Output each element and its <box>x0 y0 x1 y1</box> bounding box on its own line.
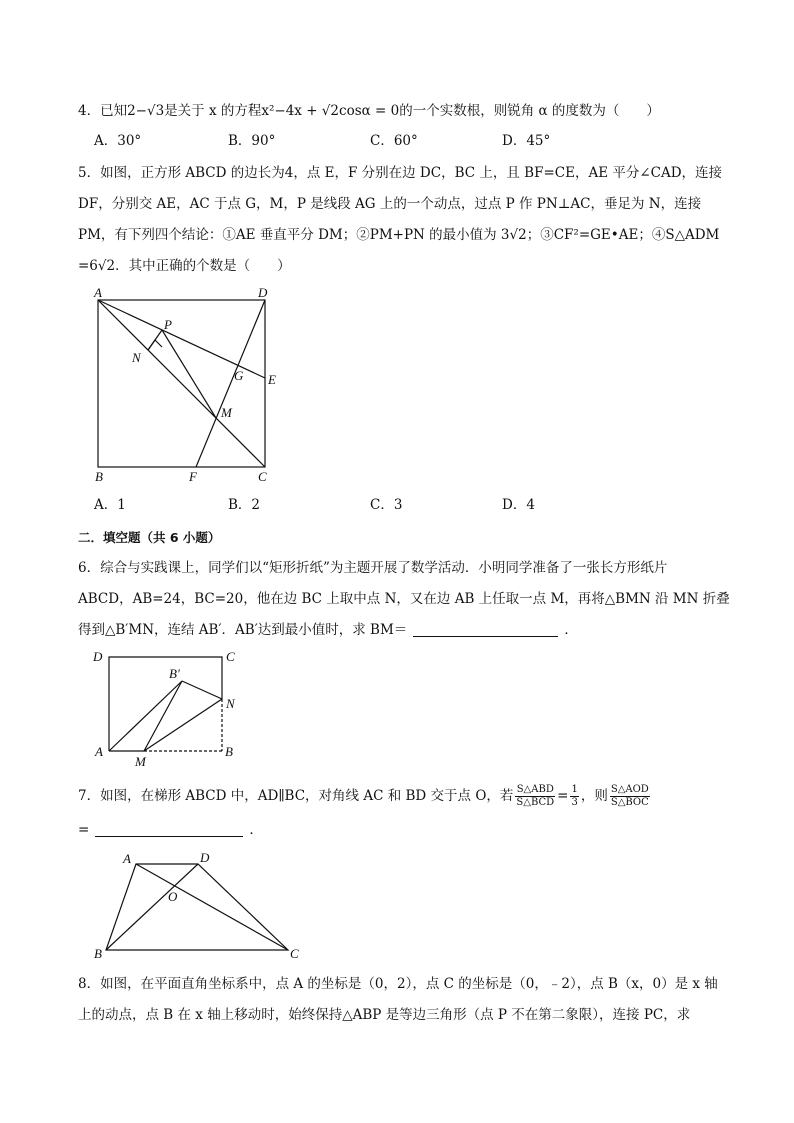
q4-option-a: A．30° <box>94 133 142 149</box>
q5-segment-ae <box>98 300 265 378</box>
q5-label-a: A <box>94 285 102 300</box>
q5-right-angle-mark <box>148 340 162 350</box>
q7-fracval-num: 1 <box>571 784 578 795</box>
q5-option-a: A．1 <box>94 497 126 513</box>
q6-line-1: 6．综合与实践课上，同学们以“矩形折纸”为主题开展了数学活动．小明同学准备了一张长方形纸片 <box>78 560 668 576</box>
q7-frac2-num: S△AOD <box>610 784 649 795</box>
q7-diagonal-bd <box>106 864 198 950</box>
q7-equals: = <box>557 788 569 804</box>
q5-square-figure <box>88 284 288 490</box>
q5-option-c: C．3 <box>370 497 403 513</box>
q6-line-2: ABCD，AB=24，BC=20，他在边 BC 上取中点 N，又在边 AB 上任取一点 M，再将△BMN 沿 MN 折叠 <box>78 591 730 607</box>
q7-fraction-aod-boc <box>610 784 650 809</box>
q5-option-b: B．2 <box>228 497 261 513</box>
q6-label-a: A <box>95 744 103 759</box>
q5-line-4: =6√2．其中正确的个数是（ ） <box>78 258 291 274</box>
q7-line-1 <box>78 784 652 809</box>
q5-line-3: PM，有下列四个结论：①AE 垂直平分 DM；②PM+PN 的最小值为 3√2；③CF²=GE•AE；④S△ADM <box>78 227 720 243</box>
q5-option-d: D．4 <box>502 497 535 513</box>
q6-rectangle-figure <box>88 646 248 770</box>
q6-label-d: D <box>93 649 103 664</box>
q5-label-n: N <box>132 350 141 365</box>
q6-line-3 <box>78 621 578 639</box>
q7-fraction-abd-bcd <box>515 784 555 809</box>
q5-label-g: G <box>234 368 244 383</box>
q5-label-m: M <box>221 405 232 420</box>
q6-segment-abprime <box>109 681 182 751</box>
q7-frac1-den: S△BCD <box>516 797 555 808</box>
q5-label-b: B <box>95 469 103 484</box>
q7-then: ，则 <box>580 788 608 804</box>
q4-option-d: D．45° <box>502 133 551 149</box>
q6-label-bprime: B′ <box>169 666 180 681</box>
q8-line-1: 8．如图，在平面直角坐标系中，点 A 的坐标是（0，2），点 C 的坐标是（0，﹣2），点 B（x，0）是 x 轴 <box>78 976 718 992</box>
q6-label-m: M <box>135 754 146 769</box>
q7-frac1-num: S△ABD <box>516 784 554 795</box>
q7-frac2-den: S△BOC <box>610 797 649 808</box>
q6-line-3-text: 得到△B′MN，连结 AB′．AB′达到最小值时，求 BM＝ <box>78 622 408 638</box>
q7-label-b: B <box>94 946 102 961</box>
q5-label-d: D <box>258 285 268 300</box>
q7-trapezoid-figure <box>88 846 308 966</box>
q5-label-e: E <box>268 372 276 387</box>
q7-line-2-eq: = <box>78 822 90 838</box>
q5-diagonal-ac <box>98 300 265 467</box>
q6-segment-mbprime <box>144 681 182 751</box>
q7-label-d: D <box>200 850 210 865</box>
q6-answer-blank[interactable] <box>413 622 558 637</box>
q7-answer-blank[interactable] <box>95 822 243 837</box>
q4-option-c: C．60° <box>370 133 418 149</box>
q5-line-1: 5．如图，正方形 ABCD 的边长为4，点 E，F 分别在边 DC，BC 上，且 BF=CE，AE 平分∠CAD，连接 <box>78 165 723 181</box>
q4-option-b: B．90° <box>228 133 276 149</box>
q6-line-3-end: ． <box>564 622 578 638</box>
q7-label-a: A <box>123 851 131 866</box>
q6-segment-bprime-n <box>182 681 222 699</box>
q8-line-2: 上的动点，点 B 在 x 轴上移动时，始终保持△ABP 是等边三角形（点 P 不在第二象限），连接 PC，求 <box>78 1007 691 1023</box>
q5-segment-df <box>196 300 265 467</box>
q5-line-2: DF，分别交 AE，AC 于点 G，M，P 是线段 AG 上的一个动点，过点 P 作 PN⊥AC，垂足为 N，连接 <box>78 196 702 212</box>
q4-stem: 4．已知2−√3是关于 x 的方程x²−4x + √2cosα = 0的一个实数根，则锐角 α 的度数为（ ） <box>78 103 660 119</box>
q7-fraction-one-third <box>570 784 578 809</box>
q5-label-p: P <box>164 317 172 332</box>
q7-label-o: O <box>168 889 178 904</box>
q5-label-f: F <box>189 469 197 484</box>
q6-label-b: B <box>225 744 233 759</box>
q6-label-n: N <box>226 696 235 711</box>
q7-line-2-end: ． <box>249 822 263 838</box>
q6-label-c: C <box>226 649 235 664</box>
q7-line-2 <box>78 821 263 839</box>
q5-label-c: C <box>258 469 267 484</box>
q5-segment-pm <box>162 330 216 418</box>
q7-fracval-den: 3 <box>571 797 578 808</box>
section-fill-in-title: 二．填空题（共 6 小题） <box>78 530 221 545</box>
q7-label-c: C <box>290 946 299 961</box>
q7-line-1-text: 7．如图，在梯形 ABCD 中，AD∥BC，对角线 AC 和 BD 交于点 O，若 <box>78 788 514 804</box>
q7-trapezoid-abcd <box>106 864 288 950</box>
